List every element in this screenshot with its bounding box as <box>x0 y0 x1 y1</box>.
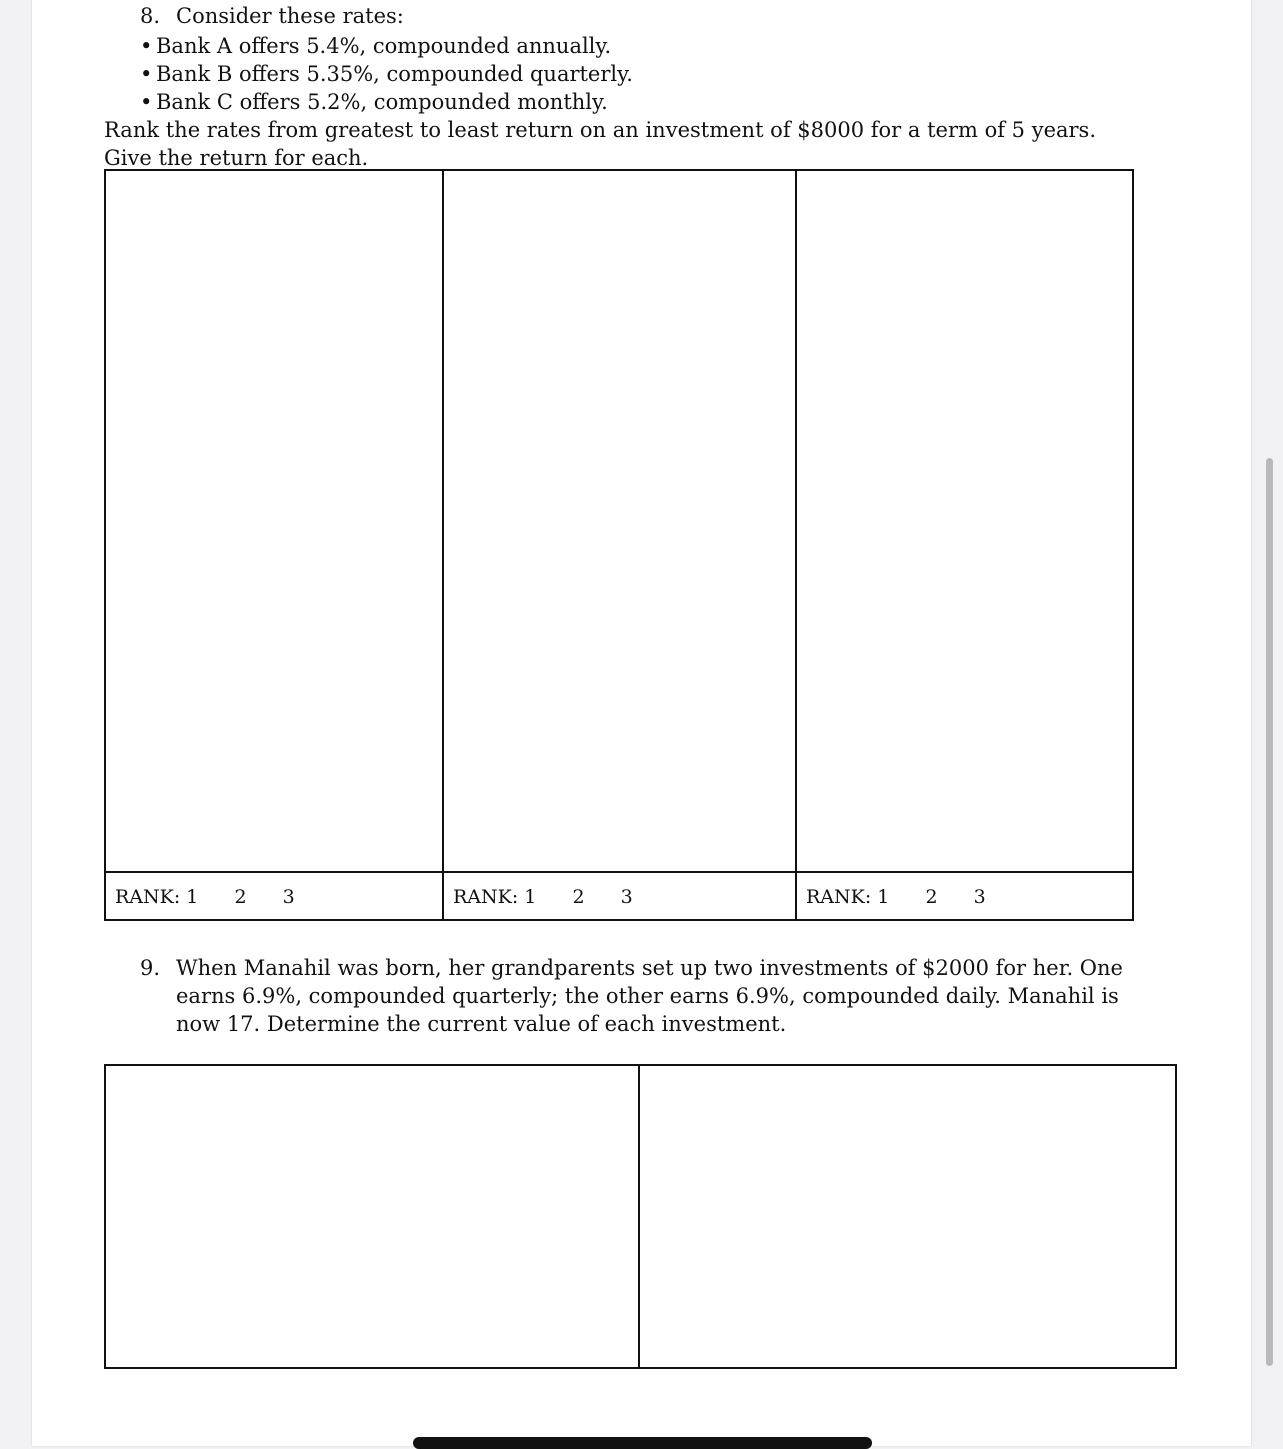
question-9-number: 9. <box>140 956 161 980</box>
rank-row-2 <box>444 871 795 919</box>
rank-option-2[interactable]: 2 <box>572 886 585 908</box>
answer-grid-q8 <box>104 169 1134 921</box>
rank-label[interactable]: RANK: 1 <box>806 886 890 908</box>
rank-option-2[interactable]: 2 <box>925 886 938 908</box>
answer-box-1[interactable] <box>106 171 444 919</box>
rank-row-1 <box>106 871 442 919</box>
question-8-number: 8. <box>140 4 161 28</box>
bank-c-rate: • Bank C offers 5.2%, compounded monthly. <box>140 88 633 116</box>
bank-b-rate: • Bank B offers 5.35%, compounded quarterly. <box>140 60 633 88</box>
rank-option-3[interactable]: 3 <box>973 886 986 908</box>
answer-grid-q9 <box>104 1064 1177 1369</box>
bank-a-rate: • Bank A offers 5.4%, compounded annually. <box>140 32 633 60</box>
answer-box-3[interactable] <box>797 171 1134 919</box>
bank-rates-list <box>140 32 633 116</box>
home-indicator[interactable] <box>413 1437 872 1449</box>
question-9-text: When Manahil was born, her grandparents set up two investments of $2000 for her. One earns 6.9%, compounded quarterly; the other earns 6.9%, compounded daily. Manahil is now 17. Determine the current value of each investment. <box>176 956 1123 1036</box>
answer-box-quarterly[interactable] <box>106 1066 640 1367</box>
question-8-title: Consider these rates: <box>176 4 404 28</box>
rank-label[interactable]: RANK: 1 <box>115 886 199 908</box>
question-8-heading <box>140 4 404 28</box>
vertical-scrollbar[interactable] <box>1266 458 1273 1366</box>
rank-label[interactable]: RANK: 1 <box>453 886 537 908</box>
rank-row-3 <box>797 871 1134 919</box>
rank-option-3[interactable]: 3 <box>282 886 295 908</box>
question-9 <box>140 954 1140 1038</box>
answer-box-daily[interactable] <box>640 1066 1175 1367</box>
rank-option-3[interactable]: 3 <box>620 886 633 908</box>
question-8-prompt: Rank the rates from greatest to least return on an investment of $8000 for a term of 5 years. Give the return for each. <box>104 118 1097 170</box>
rank-option-2[interactable]: 2 <box>234 886 247 908</box>
answer-box-2[interactable] <box>444 171 797 919</box>
